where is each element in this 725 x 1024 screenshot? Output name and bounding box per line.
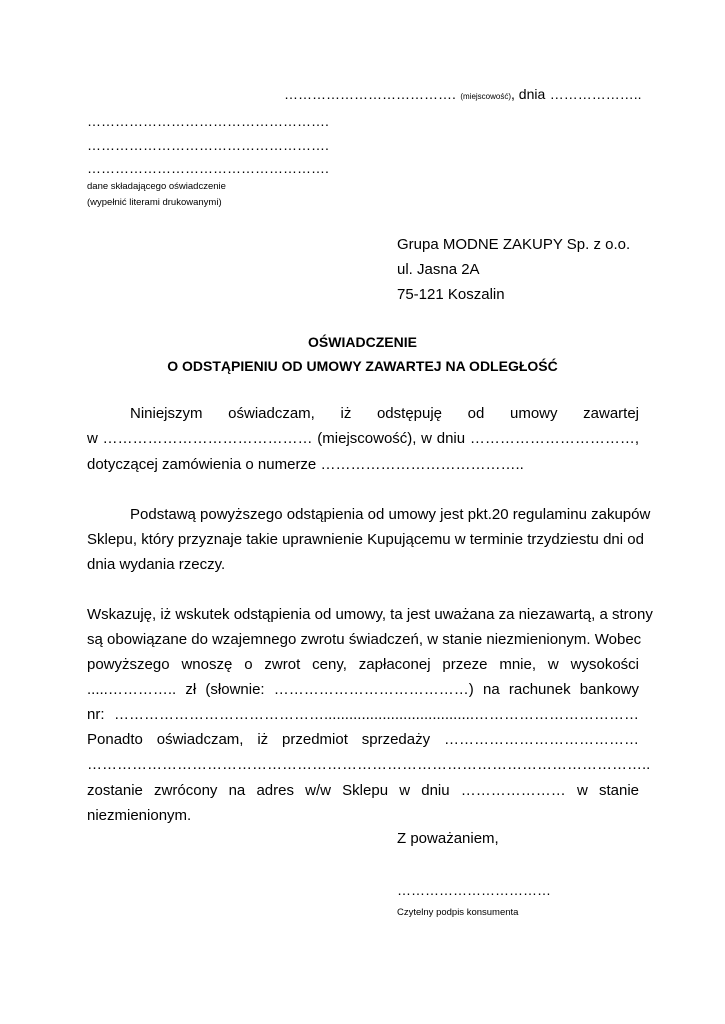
p3-line-9: niezmienionym. <box>87 807 192 824</box>
place-label: (miejscowość) <box>460 92 512 101</box>
p3-line-7: ………………………………………………………………………………………………….. <box>87 756 651 773</box>
recipient-company: Grupa MODNE ZAKUPY Sp. z o.o. <box>397 236 631 253</box>
p3-line-5: nr: ……………………………………....................................…………………………… <box>87 706 639 723</box>
p3-line-4: .....………….. zł (słownie: …………………………………) na rachunek bankowy <box>87 681 639 698</box>
signature-dots: …………………………… <box>397 882 551 898</box>
sender-line-1: ……………………………………………. <box>87 113 329 129</box>
p1-line-3: dotyczącej zamówienia o numerze ………………………………….. <box>87 456 524 473</box>
date-dots: ……………….. <box>549 86 642 102</box>
p3-line-3: powyższego wnoszę o zwrot ceny, zapłaconej przeze mnie, w wysokości <box>87 656 639 673</box>
p3-line-2: są obowiązane do wzajemnego zwrotu świadczeń, w stanie niezmienionym. Wobec <box>87 631 642 648</box>
sender-line-3: ……………………………………………. <box>87 160 329 176</box>
sender-note-2: (wypełnić literami drukowanymi) <box>87 197 222 208</box>
p1-line-1: Niniejszym oświadczam, iż odstępuję od umowy zawartej <box>130 405 639 422</box>
date-prefix: , dnia <box>511 86 546 102</box>
recipient-street: ul. Jasna 2A <box>397 261 480 278</box>
p2-line-2: Sklepu, który przyznaje takie uprawnienie Kupującemu w terminie trzydziestu dni od <box>87 531 644 548</box>
p1-line-2: w …………………………………… (miejscowość), w dniu ……………………………, <box>87 430 639 447</box>
p2-line-1: Podstawą powyższego odstąpienia od umowy jest pkt.20 regulaminu zakupów <box>130 506 651 523</box>
recipient-city: 75-121 Koszalin <box>397 286 505 303</box>
place-dots: ………………………………. <box>284 86 456 102</box>
p3-line-1: Wskazuję, iż wskutek odstąpienia od umowy, ta jest uważana za niezawartą, a strony <box>87 606 653 623</box>
sender-line-2: ……………………………………………. <box>87 137 329 153</box>
sender-note-1: dane składającego oświadczenie <box>87 181 226 192</box>
signature-label: Czytelny podpis konsumenta <box>397 907 519 918</box>
p3-line-6: Ponadto oświadczam, iż przedmiot sprzedaży ………………………………… <box>87 731 639 748</box>
title-main: OŚWIADCZENIE <box>308 334 417 350</box>
title-subtitle: O ODSTĄPIENIU OD UMOWY ZAWARTEJ NA ODLEGŁOŚĆ <box>167 358 558 374</box>
p3-line-8: zostanie zwrócony na adres w/w Sklepu w dniu ………………… w stanie <box>87 782 639 799</box>
closing-regards: Z poważaniem, <box>397 830 499 847</box>
p2-line-3: dnia wydania rzeczy. <box>87 556 226 573</box>
place-date-line <box>284 86 642 104</box>
